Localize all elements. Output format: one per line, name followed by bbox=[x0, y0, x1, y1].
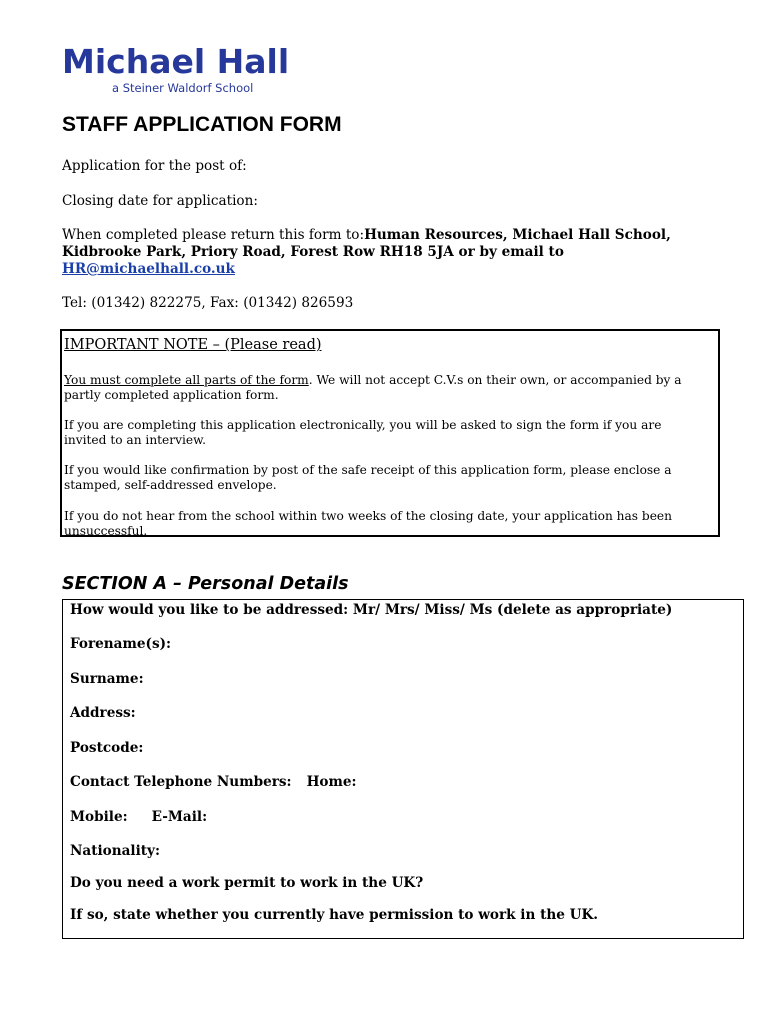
note-p3-line2: stamped, self-addressed envelope. bbox=[64, 478, 277, 492]
phones-label: Contact Telephone Numbers: bbox=[70, 774, 292, 790]
note-paragraph-2 bbox=[64, 418, 714, 448]
note-title: IMPORTANT NOTE – (Please read) bbox=[64, 337, 322, 353]
note-p2-line2: invited to an interview. bbox=[64, 433, 206, 447]
post-label: Application for the post of: bbox=[62, 158, 247, 174]
note-p3-line1: If you would like confirmation by post of the safe receipt of this application form, please enclose a bbox=[64, 463, 672, 477]
return-address-line2: Kidbrooke Park, Priory Road, Forest Row RH18 5JA or by email to bbox=[62, 244, 564, 260]
page-title: STAFF APPLICATION FORM bbox=[62, 113, 342, 136]
forenames-field[interactable]: Forename(s): bbox=[70, 636, 172, 652]
address-as-field[interactable]: How would you like to be addressed: Mr/ Mrs/ Miss/ Ms (delete as appropriate) bbox=[70, 602, 673, 618]
work-permission-question[interactable]: If so, state whether you currently have permission to work in the UK. bbox=[70, 907, 599, 923]
note-p1-underlined: You must complete all parts of the form bbox=[64, 373, 309, 387]
work-permit-question[interactable]: Do you need a work permit to work in the UK? bbox=[70, 875, 424, 891]
note-paragraph-4 bbox=[64, 509, 714, 539]
note-p1-line2: partly completed application form. bbox=[64, 388, 279, 402]
return-instructions bbox=[62, 227, 722, 278]
email-field[interactable]: E-Mail: bbox=[151, 809, 208, 825]
mobile-email-row bbox=[70, 809, 207, 826]
email-link[interactable]: HR@michaelhall.co.uk bbox=[62, 261, 235, 277]
logo-tagline: a Steiner Waldorf School bbox=[112, 81, 254, 95]
telephone-numbers-row bbox=[70, 774, 357, 791]
note-paragraph-1 bbox=[64, 373, 714, 403]
note-p4-line1: If you do not hear from the school within two weeks of the closing date, your application has been bbox=[64, 509, 672, 523]
nationality-field[interactable]: Nationality: bbox=[70, 843, 160, 859]
section-a-heading: SECTION A – Personal Details bbox=[62, 574, 349, 594]
logo-name: Michael Hall bbox=[62, 42, 290, 81]
note-p4-line2: unsuccessful. bbox=[64, 524, 148, 538]
personal-details-box bbox=[62, 599, 744, 939]
postcode-field[interactable]: Postcode: bbox=[70, 740, 144, 756]
note-p1-rest: . We will not accept C.V.s on their own, or accompanied by a bbox=[308, 373, 682, 387]
note-p2-line1: If you are completing this application electronically, you will be asked to sign the form if you are bbox=[64, 418, 662, 432]
return-address-line1: Human Resources, Michael Hall School, bbox=[364, 227, 671, 243]
surname-field[interactable]: Surname: bbox=[70, 671, 144, 687]
mobile-field[interactable]: Mobile: bbox=[70, 809, 128, 825]
closing-date-label: Closing date for application: bbox=[62, 193, 258, 209]
home-phone-field[interactable]: Home: bbox=[306, 774, 357, 790]
important-note-box bbox=[60, 329, 720, 537]
note-paragraph-3 bbox=[64, 463, 714, 493]
contact-numbers: Tel: (01342) 822275, Fax: (01342) 826593 bbox=[62, 295, 354, 311]
school-logo bbox=[62, 42, 290, 96]
return-intro: When completed please return this form to: bbox=[62, 227, 365, 243]
address-field[interactable]: Address: bbox=[70, 705, 136, 721]
